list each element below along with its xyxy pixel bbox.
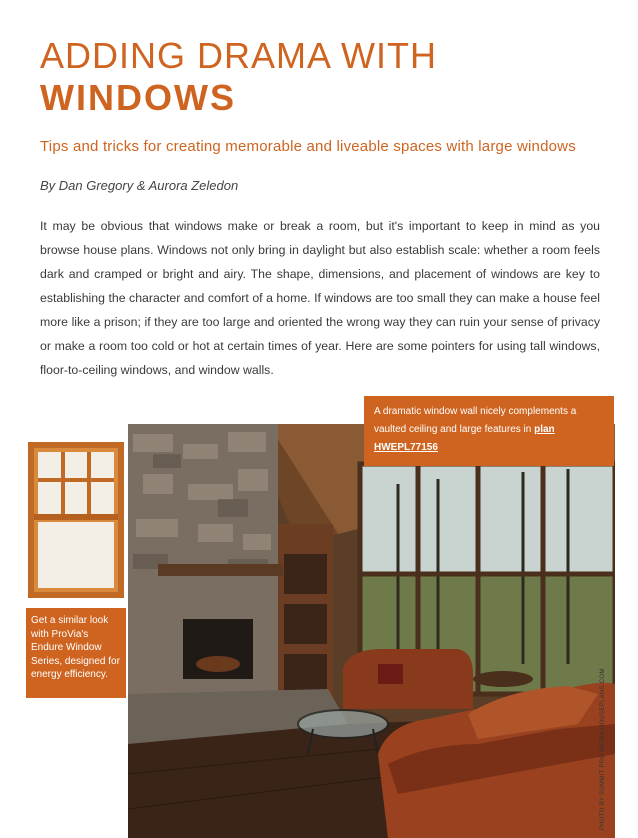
photo-credit: PHOTO BY SUMMIT PRO MEDIA/HOUSEPLANS.COM: [600, 668, 606, 830]
byline: By Dan Gregory & Aurora Zeledon: [40, 178, 239, 193]
title-line-2: WINDOWS: [40, 77, 236, 118]
living-room-photo: [128, 424, 615, 838]
product-caption: Get a similar look with ProVia's Endure Window Series, designed for energy efficiency.: [26, 608, 126, 698]
title-line-1: ADDING DRAMA WITH: [40, 35, 438, 76]
article-subtitle: Tips and tricks for creating memorable and liveable spaces with large windows: [40, 138, 576, 155]
article-body: It may be obvious that windows make or break a room, but it's important to keep in mind as you browse house plans. Windows not only bring in daylight but also establish scale: whether a room feels dark and cramped or bright and airy. The shape, dimensions, and placement of windows are key to establishing the character and comfort of a home. If windows are too small they can make a house feel more like a prison; if they are too large and oriented the wrong way they can ruin your sense of privacy or make a room too cold or hot at certain times of year. Here are some pointers for using tall windows, floor-to-ceiling windows, and window walls.: [40, 219, 600, 377]
photo-caption-text: A dramatic window wall nicely complements a vaulted ceiling and large features in: [374, 406, 577, 435]
provia-window-image: [24, 440, 128, 600]
plan-link[interactable]: plan HWEPL77156: [374, 424, 555, 453]
photo-caption: [364, 396, 614, 466]
